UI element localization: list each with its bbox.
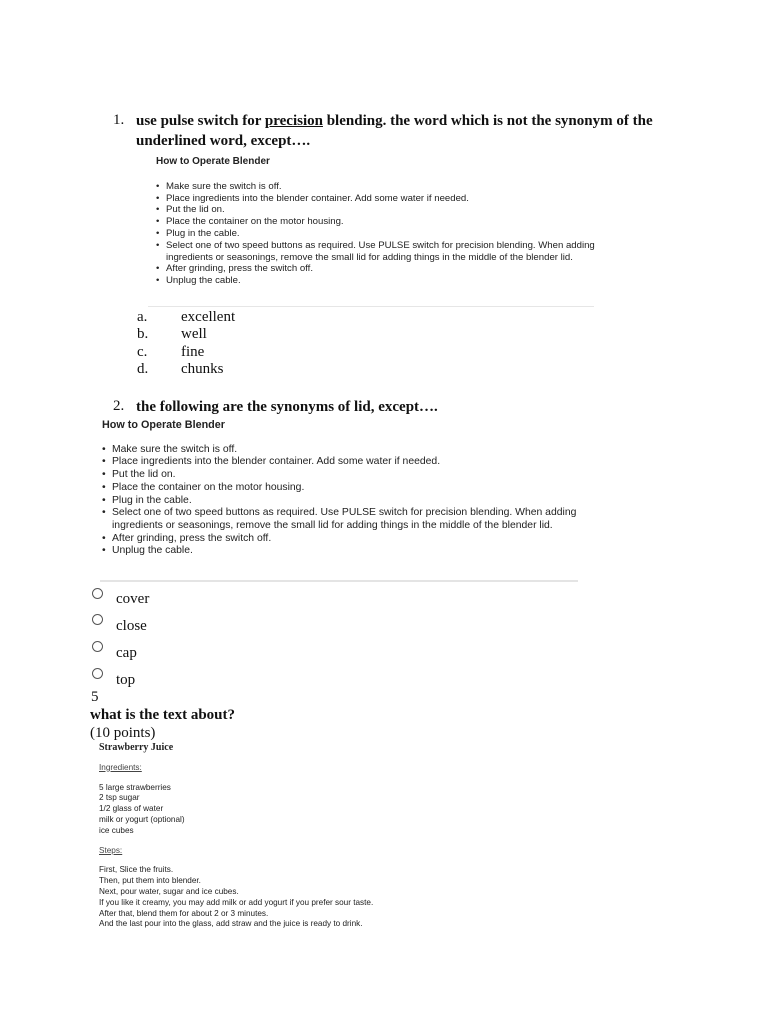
instruction-step: • Select one of two speed buttons as required. Use PULSE switch for precision blending. When adding ingredients or seasonings, remove the small lid for adding things in the middle of the blender lid. <box>156 240 596 264</box>
option-top-label[interactable]: top <box>116 672 136 688</box>
strawberry-juice-recipe-image <box>99 743 399 930</box>
recipe-step: Then, put them into blender. <box>99 876 201 886</box>
option-letter: b. <box>137 326 149 342</box>
divider <box>148 306 594 307</box>
question-5-number: 5 <box>91 689 99 705</box>
radio-close[interactable] <box>92 614 103 625</box>
ingredient-item: ice cubes <box>99 825 134 835</box>
question-1-text <box>136 111 676 151</box>
question-2-text: the following are the synonyms of lid, except…. <box>136 399 438 415</box>
instruction-step: • After grinding, press the switch off. <box>156 263 596 275</box>
instruction-step: • Plug in the cable. <box>102 495 578 508</box>
question-5-points: (10 points) <box>90 725 156 741</box>
instruction-step: • Plug in the cable. <box>156 228 596 240</box>
option-d[interactable] <box>137 361 337 381</box>
question-1-underlined-word: precision <box>264 113 323 129</box>
question-1-number: 1. <box>113 112 125 128</box>
recipe-step: Next, pour water, sugar and ice cubes. <box>99 886 239 896</box>
ingredient-item: milk or yogurt (optional) <box>99 814 185 824</box>
instruction-step: • Select one of two speed buttons as required. Use PULSE switch for precision blending. When adding ingredients or seasonings, remove the small lid for adding things in the middle of the blender lid. <box>102 507 578 532</box>
option-letter: a. <box>137 309 148 325</box>
option-text: fine <box>181 344 205 360</box>
option-close-label[interactable]: close <box>116 618 147 634</box>
recipe-step: After that, blend them for about 2 or 3 minutes. <box>99 908 269 918</box>
recipe-step: If you like it creamy, you may add milk or add yogurt if you prefer sour taste. <box>99 897 374 907</box>
instruction-step: • Place the container on the motor housing. <box>156 216 596 228</box>
divider <box>100 580 578 582</box>
instruction-step: • Put the lid on. <box>156 204 596 216</box>
instruction-step: • After grinding, press the switch off. <box>102 533 578 546</box>
instructions-title: How to Operate Blender <box>102 419 225 431</box>
ingredient-item: 1/2 glass of water <box>99 804 164 814</box>
steps-heading: Steps: <box>99 845 123 855</box>
option-b[interactable] <box>137 326 337 346</box>
instructions-list <box>156 181 596 287</box>
instruction-step: • Unplug the cable. <box>102 545 578 558</box>
question-1-text-start: use pulse switch for <box>136 113 265 129</box>
radio-cap[interactable] <box>92 641 103 652</box>
ingredient-item: 2 tsp sugar <box>99 793 140 803</box>
blender-instructions-image-1 <box>156 156 596 287</box>
radio-cover[interactable] <box>92 588 103 599</box>
radio-top[interactable] <box>92 668 103 679</box>
recipe-step: First, Slice the fruits. <box>99 865 174 875</box>
option-cap-label[interactable]: cap <box>116 645 137 661</box>
instructions-title: How to Operate Blender <box>156 156 270 167</box>
option-letter: c. <box>137 344 148 360</box>
ingredient-item: 5 large strawberries <box>99 782 171 792</box>
instructions-list <box>102 444 578 558</box>
instruction-step: • Put the lid on. <box>102 469 578 482</box>
option-text: excellent <box>181 309 236 325</box>
question-1-text-end: blending. the word which is not the synonym of the underlined word, except…. <box>136 113 653 149</box>
recipe-step: And the last pour into the glass, add straw and the juice is ready to drink. <box>99 919 363 929</box>
option-text: well <box>181 326 207 342</box>
ingredients-heading: Ingredients: <box>99 762 142 772</box>
question-2-number: 2. <box>113 398 125 414</box>
instruction-step: • Place ingredients into the blender container. Add some water if needed. <box>102 456 578 469</box>
recipe-title: Strawberry Juice <box>99 742 174 753</box>
instruction-step: • Unplug the cable. <box>156 275 596 287</box>
blender-instructions-image-2 <box>102 419 578 558</box>
instruction-step: • Place the container on the motor housing. <box>102 482 578 495</box>
option-letter: d. <box>137 361 149 377</box>
instruction-step: • Make sure the switch is off. <box>156 181 596 193</box>
instruction-step: • Place ingredients into the blender container. Add some water if needed. <box>156 193 596 205</box>
question-5-text: what is the text about? <box>90 707 235 723</box>
spacer <box>99 837 399 846</box>
option-text: chunks <box>181 361 224 377</box>
option-cover-label[interactable]: cover <box>116 591 150 607</box>
instruction-step: • Make sure the switch is off. <box>102 444 578 457</box>
